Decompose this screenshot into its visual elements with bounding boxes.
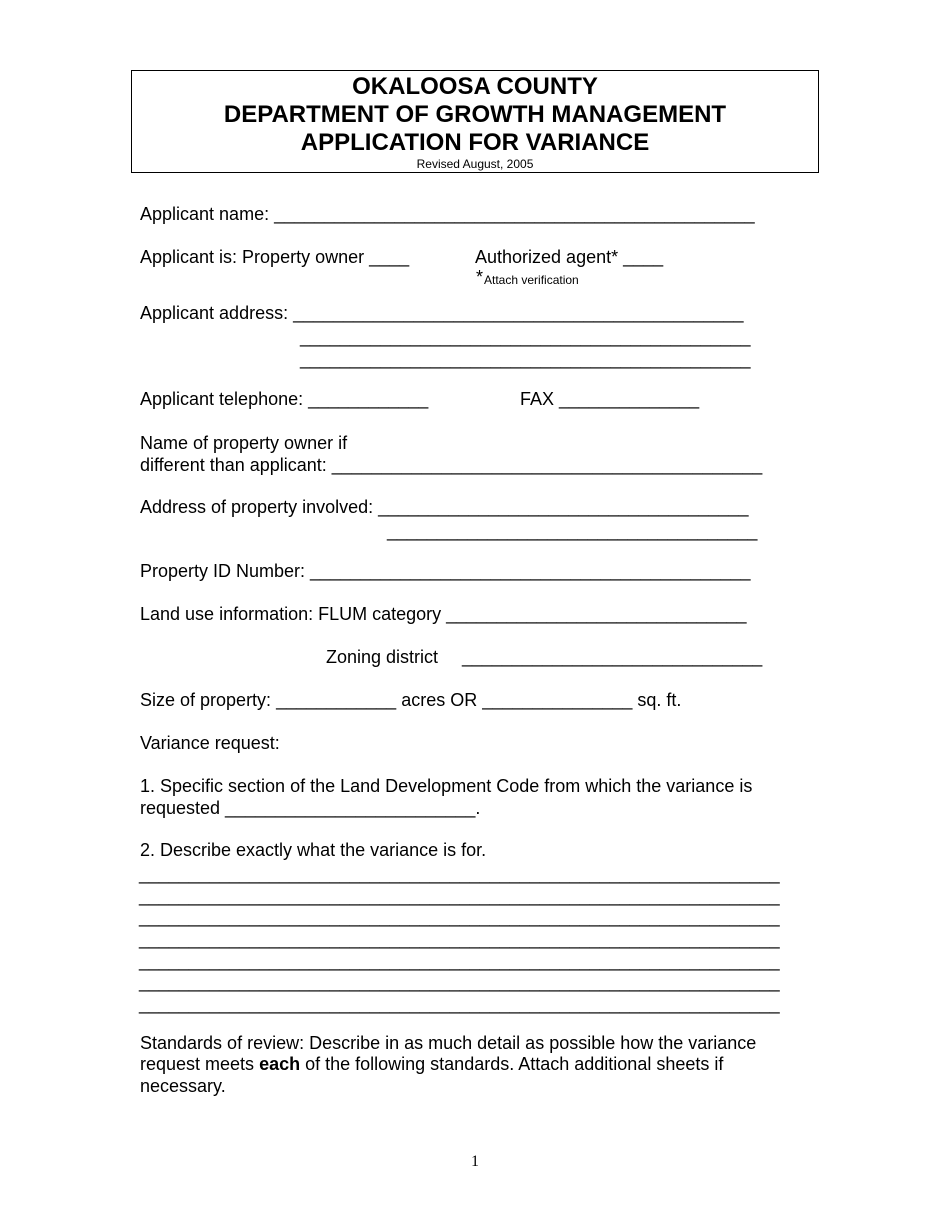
attach-asterisk: * [476,267,484,287]
department-title: DEPARTMENT OF GROWTH MANAGEMENT [223,101,727,128]
property-address-field: Address of property involved: _____________________________________ [140,497,749,517]
property-owner-label: Name of property owner if [140,433,348,453]
page-number: 1 [471,1153,479,1170]
applicant-address-line-2: _____________________________________________ [300,327,751,347]
property-id-field: Property ID Number: ____________________________________________ [140,561,751,581]
form-title: APPLICATION FOR VARIANCE [300,129,650,156]
authorized-agent-field: Authorized agent* ____ [475,247,664,267]
description-line: ________________________________________________________________ [139,886,780,906]
variance-request-heading: Variance request: [140,733,280,753]
standards-line-1: Standards of review: Describe in as much detail as possible how the variance [140,1033,757,1053]
description-line: ________________________________________________________________ [139,972,780,992]
standards-each-emphasis: each [259,1054,301,1074]
zoning-district-label: Zoning district [326,647,439,667]
description-line: ________________________________________________________________ [139,864,780,884]
fax-field: FAX ______________ [520,389,700,409]
property-size-field: Size of property: ____________ acres OR _______________ sq. ft. [140,690,682,710]
applicant-address-line-3: _____________________________________________ [300,349,751,369]
zoning-district-blank: ______________________________ [462,647,763,667]
applicant-address-field: Applicant address: _____________________________________________ [140,303,744,323]
description-line: ________________________________________________________________ [139,951,780,971]
county-title: OKALOOSA COUNTY [352,73,598,100]
attach-verification-note: Attach verification [484,273,579,287]
standards-line-2 [140,1053,723,1075]
standards-line-2-post: of the following standards. Attach additional sheets if [300,1054,724,1074]
property-address-line-2: _____________________________________ [387,521,758,541]
description-line: ________________________________________________________________ [139,929,780,949]
description-line: ________________________________________________________________ [139,994,780,1014]
revised-date: Revised August, 2005 [416,157,534,171]
applicant-is-property-owner: Applicant is: Property owner ____ [140,247,410,267]
applicant-telephone-field: Applicant telephone: ____________ [140,389,429,409]
property-owner-field: different than applicant: ___________________________________________ [140,455,763,475]
variance-item-1-line-1: 1. Specific section of the Land Development Code from which the variance is [140,776,753,796]
variance-item-2: 2. Describe exactly what the variance is for. [140,840,487,860]
variance-item-1-line-2: requested _________________________. [140,798,481,818]
standards-line-3: necessary. [140,1076,226,1096]
flum-category-field: Land use information: FLUM category ______________________________ [140,604,747,624]
applicant-name-field: Applicant name: ________________________________________________ [140,204,755,224]
description-line: ________________________________________________________________ [139,907,780,927]
standards-line-2-pre: request meets [140,1054,260,1074]
